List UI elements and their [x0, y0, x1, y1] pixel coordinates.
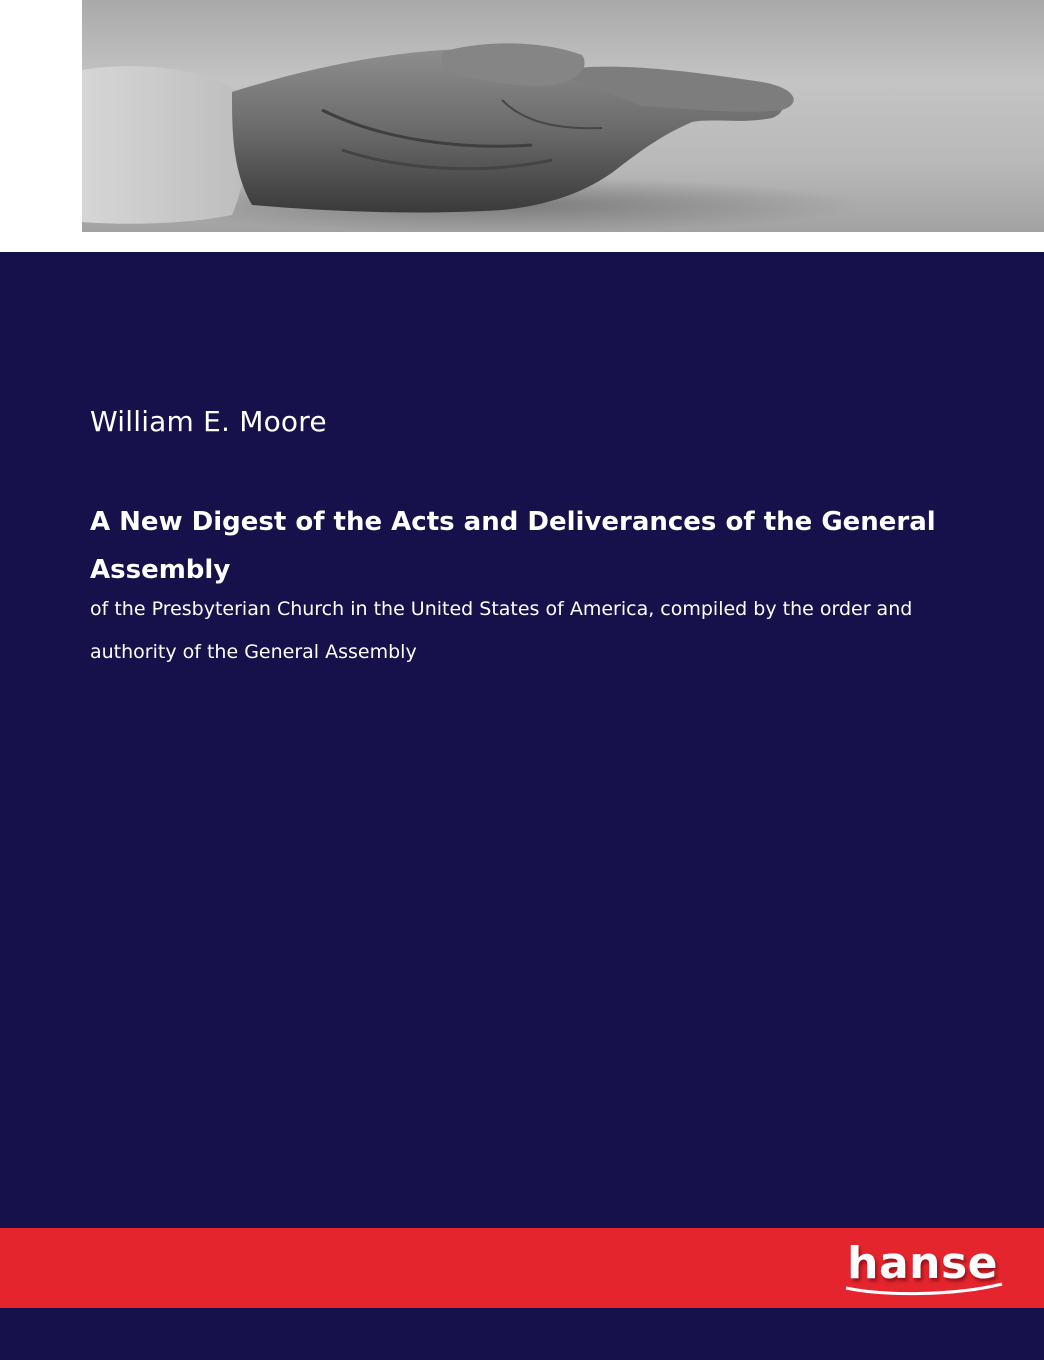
logo-swoosh-icon [844, 1282, 1004, 1296]
book-title: A New Digest of the Acts and Deliverances of the General Assembly [90, 507, 936, 585]
author-name: William E. Moore [90, 405, 327, 438]
open-hand-photo [82, 0, 1044, 232]
top-white-band [0, 0, 1044, 252]
book-subtitle: of the Presbyterian Church in the United States of America, compiled by the order and authority of the General Assembly [90, 598, 913, 663]
publisher-logo: hanse [847, 1238, 998, 1289]
publisher-band [0, 1228, 1044, 1308]
